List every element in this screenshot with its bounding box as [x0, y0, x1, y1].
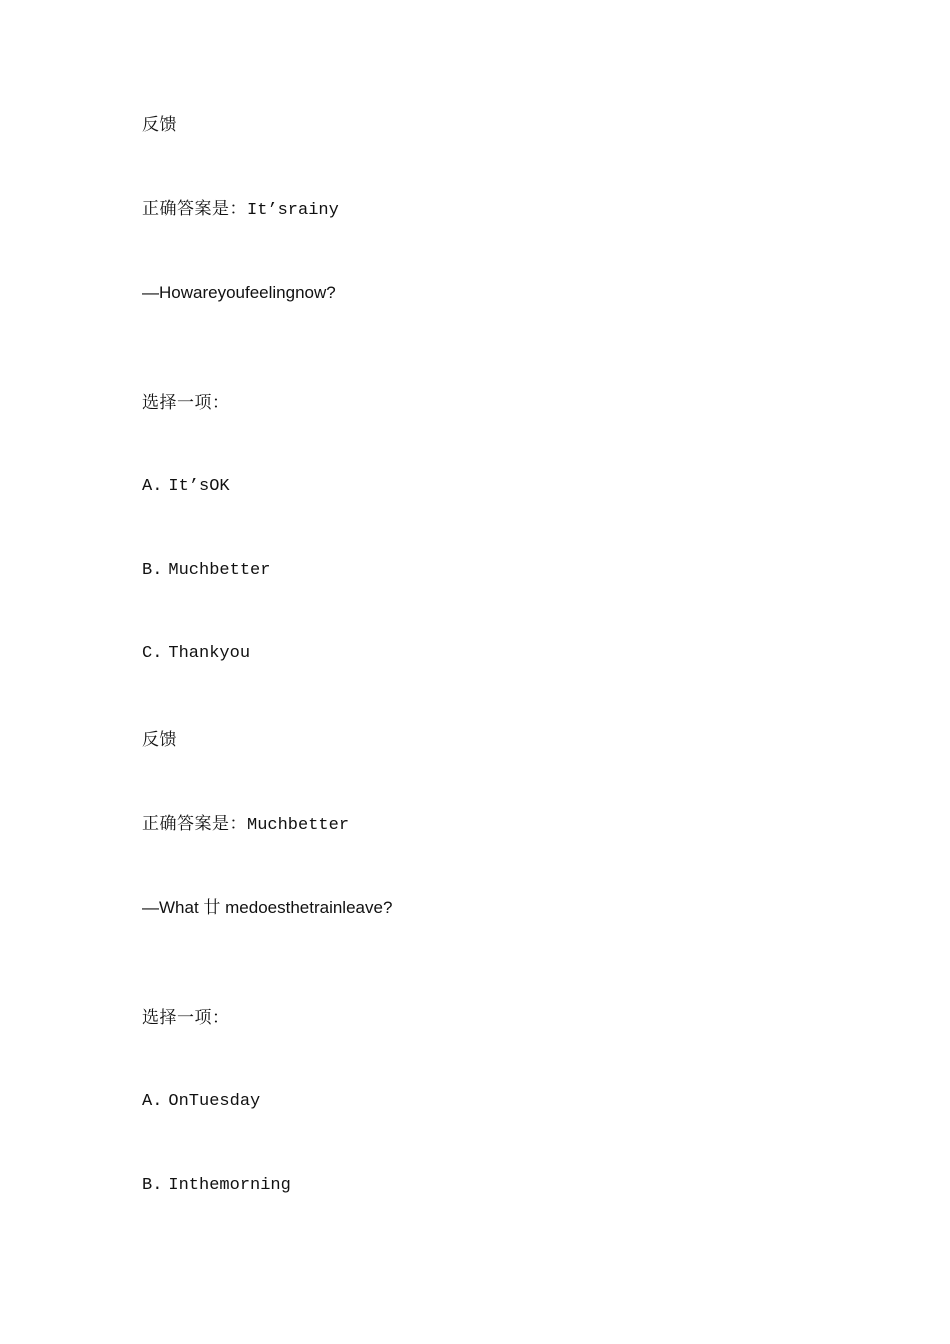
option-b[interactable]	[142, 560, 270, 582]
option-text: Muchbetter	[168, 561, 271, 580]
correct-answer-prefix: 正确答案是：	[142, 814, 247, 834]
correct-answer-line	[142, 198, 339, 222]
option-letter: A.	[142, 1092, 163, 1111]
option-text: It’sOK	[168, 477, 230, 496]
option-letter: B.	[142, 561, 163, 580]
correct-answer-value: It’srainy	[247, 201, 339, 220]
option-a[interactable]	[142, 1091, 260, 1113]
option-text: Thankyou	[168, 644, 251, 663]
option-text: Inthemorning	[168, 1176, 291, 1195]
option-letter: A.	[142, 477, 163, 496]
choose-one-prompt: 选择一项：	[142, 393, 230, 413]
correct-answer-value: Muchbetter	[247, 816, 350, 835]
choose-one-prompt: 选择一项：	[142, 1008, 230, 1028]
feedback-label: 反馈	[142, 115, 177, 135]
option-letter: C.	[142, 644, 163, 663]
option-letter: B.	[142, 1176, 163, 1195]
option-a[interactable]	[142, 476, 230, 498]
feedback-label: 反馈	[142, 730, 177, 750]
question-text: —Howareyoufeelingnow?	[142, 283, 336, 302]
option-c[interactable]	[142, 643, 250, 665]
correct-answer-line	[142, 813, 349, 837]
question-text: —What 廿 medoesthetrainleave?	[142, 898, 393, 917]
option-b[interactable]	[142, 1175, 291, 1197]
correct-answer-prefix: 正确答案是：	[142, 199, 247, 219]
option-text: OnTuesday	[168, 1092, 261, 1111]
